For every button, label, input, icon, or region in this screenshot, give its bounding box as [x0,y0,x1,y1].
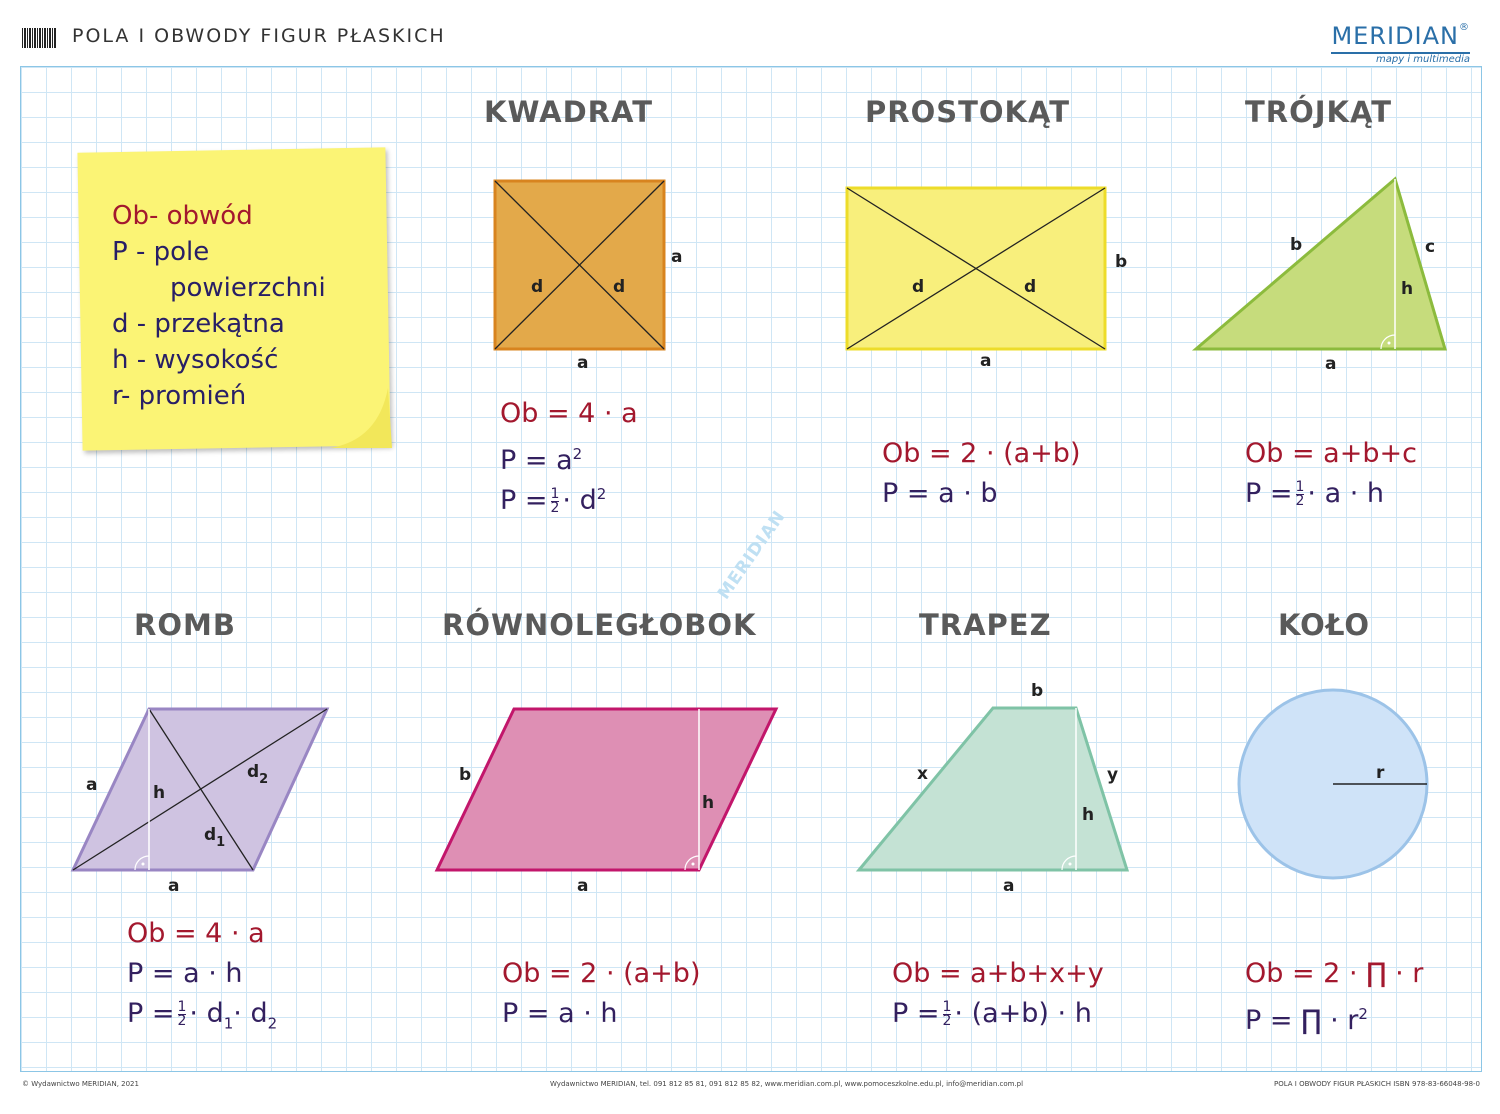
rectangle-shape [847,188,1127,371]
rhombus-label-d1-sub: 1 [216,835,226,850]
parallelogram-label-a: a [577,876,589,896]
title-trapez: TRAPEZ [919,608,1052,642]
kwadrat-area-2-pre: P = [500,485,548,516]
triangle-label-c: c [1425,237,1436,257]
rhombus-label-d2: d [247,762,260,782]
romb-area-2-sub1: 1 [223,1014,234,1033]
fraction-half [178,1001,187,1028]
parallelogram-shape [437,709,776,896]
romb-area-2-pre: P = [127,998,175,1029]
fraction-den: 2 [1295,493,1305,509]
fraction-num: 1 [942,999,952,1015]
kwadrat-area-2-post: · d [562,485,597,516]
prostokat-area-formula: P = a · b [882,478,998,509]
trapezoid-shape [859,681,1127,896]
square-label-a-side: a [671,247,683,267]
rhombus-label-h: h [153,783,166,803]
kolo-perimeter-formula: Ob = 2 · ∏ · r [1245,958,1424,989]
rhombus-label-d2-sub: 2 [259,772,269,787]
watermark: MERIDIAN [713,506,790,604]
fraction-den: 2 [550,500,560,516]
kolo-area-base: P = ∏ · r [1245,1005,1359,1036]
trapez-area-post: · (a+b) · h [954,998,1092,1029]
romb-area-formula-1: P = a · h [127,958,243,989]
note-line-r: r- promień [112,381,247,411]
trapezoid-label-x: x [917,764,928,784]
fraction-half [551,488,560,515]
trojkat-area-formula [1245,474,1384,514]
romb-perimeter-formula: Ob = 4 · a [127,918,265,949]
trapez-area-pre: P = [892,998,940,1029]
note-line-ob: Ob- obwód [112,201,253,231]
kolo-area-formula [1245,994,1368,1041]
footer-copyright: © Wydawnictwo MERIDIAN, 2021 [22,1080,139,1088]
parallelogram-label-h: h [702,793,715,813]
kwadrat-area-formula-2 [500,474,606,521]
note-line-p-cont: powierzchni [170,273,326,303]
romb-area-formula-2 [127,994,277,1043]
kwadrat-area-1-exp: 2 [572,445,583,463]
logo-reg: ® [1459,22,1470,33]
trapez-area-formula [892,994,1092,1034]
title-rownoleglobok: RÓWNOLEGŁOBOK [442,608,757,642]
note-line-p: P - pole [112,237,210,267]
trapezoid-label-h: h [1082,805,1095,825]
triangle-label-a: a [1325,354,1337,374]
rectangle-label-b: b [1115,252,1128,272]
trojkat-area-post: · a · h [1307,478,1384,509]
trojkat-perimeter-formula: Ob = a+b+c [1245,438,1417,469]
rhombus-label-a-bottom: a [168,876,180,896]
footer-contact: Wydawnictwo MERIDIAN, tel. 091 812 85 81, 091 812 85 82, www.meridian.com.pl, www.pomoceszkolne.edu.pl, info@meridian.com.pl [550,1080,1024,1088]
square-label-a-bottom: a [577,353,589,373]
fraction-num: 1 [1295,479,1305,495]
kwadrat-area-2-exp: 2 [596,485,607,503]
fraction-den: 2 [942,1013,952,1029]
rectangle-label-a: a [980,351,992,371]
circle-shape [1239,690,1427,878]
square-label-d2: d [613,277,626,297]
romb-area-2-mid: · d [189,998,224,1029]
prostokat-perimeter-formula: Ob = 2 · (a+b) [882,438,1081,469]
kwadrat-perimeter-formula: Ob = 4 · a [500,398,638,429]
rhombus-label-a-side: a [86,775,98,795]
triangle-label-b: b [1290,235,1303,255]
rhombus-shape [73,709,327,896]
title-kwadrat: KWADRAT [484,95,653,129]
note-line-d: d - przekątna [112,309,285,339]
trapezoid-label-y: y [1107,765,1119,785]
rownoleglobok-perimeter-formula: Ob = 2 · (a+b) [502,958,701,989]
triangle-shape [1196,179,1445,374]
note-line-h: h - wysokość [112,345,279,375]
romb-area-2-sub2: 2 [267,1014,278,1033]
title-prostokat: PROSTOKĄT [865,95,1071,129]
trapezoid-label-b: b [1031,681,1044,701]
rhombus-label-d1: d [204,825,217,845]
trapezoid-label-a: a [1003,876,1015,896]
trojkat-area-pre: P = [1245,478,1293,509]
title-romb: ROMB [134,608,236,642]
logo-name: MERIDIAN [1331,22,1459,50]
logo-tagline: mapy i multimedia [1376,54,1470,65]
title-kolo: KOŁO [1278,608,1371,642]
trapez-perimeter-formula: Ob = a+b+x+y [892,958,1104,989]
fraction-den: 2 [177,1013,187,1029]
title-trojkat: TRÓJKĄT [1245,95,1393,129]
rectangle-label-d2: d [1024,277,1037,297]
romb-area-2-mid2: · d [233,998,268,1029]
square-shape [495,181,682,373]
kolo-area-exp: 2 [1358,1005,1368,1023]
fraction-num: 1 [550,486,560,502]
fraction-num: 1 [177,999,187,1015]
footer-isbn: POLA I OBWODY FIGUR PŁASKICH ISBN 978-83-66048-98-0 [1273,1080,1480,1088]
rownoleglobok-area-formula: P = a · h [502,998,618,1029]
page-title: POLA I OBWODY FIGUR PŁASKICH [72,25,446,47]
fraction-half [943,1001,952,1028]
parallelogram-label-b: b [459,765,472,785]
rectangle-label-d1: d [912,277,925,297]
triangle-label-h: h [1401,279,1414,299]
kwadrat-area-1-base: P = a [500,445,573,476]
fraction-half [1296,481,1305,508]
square-label-d1: d [531,277,544,297]
circle-label-r: r [1376,763,1385,783]
